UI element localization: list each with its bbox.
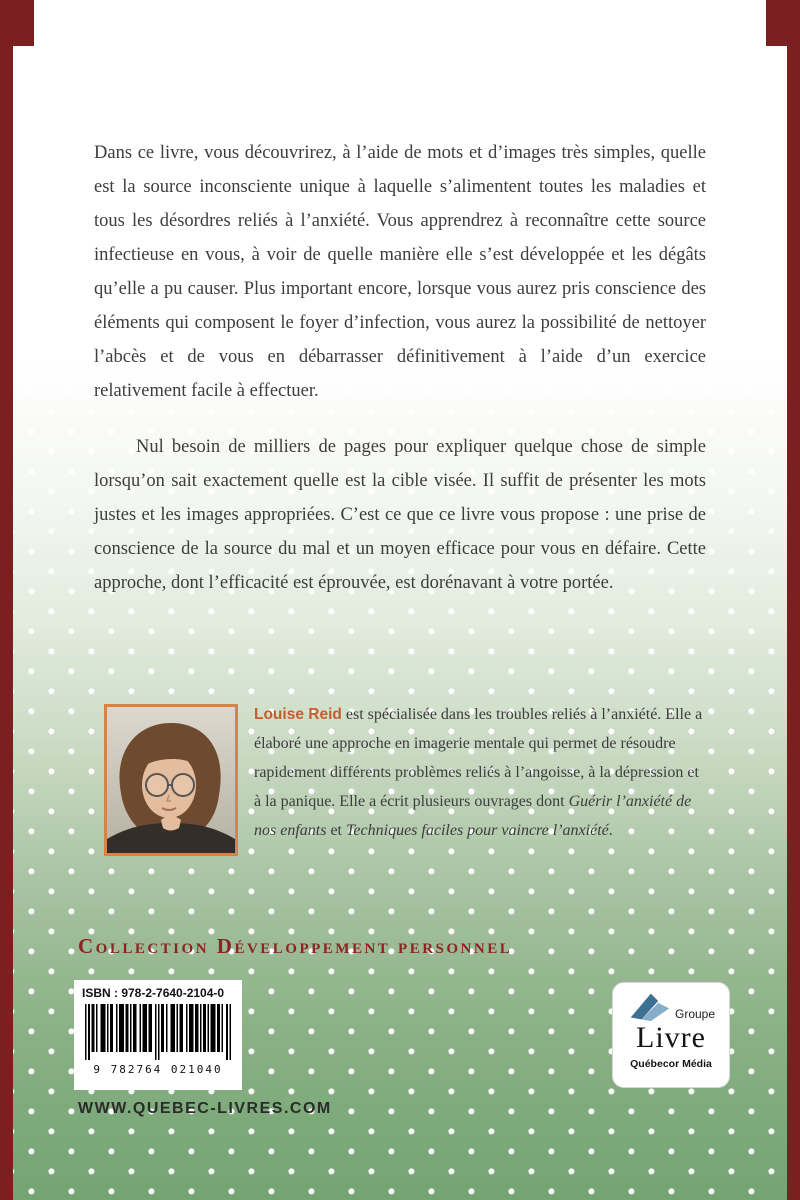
author-name: Louise Reid bbox=[254, 706, 342, 723]
logo-quebecor-label: Québecor Média bbox=[630, 1058, 712, 1070]
logo-bird-icon bbox=[627, 990, 671, 1023]
synopsis-paragraph-2: Nul besoin de milliers de pages pour expliquer quelque chose de simple lorsqu’on sait exactement quelle est la cible visée. Il suffit de présenter les mots justes et les images appropriées. C’est ce que ce livre vous propose : une prise de conscience de la source du mal et un moyen efficace pour vous en défaire. Cette approche, dont l’efficacité est éprouvée, est dorénavant à votre portée. bbox=[94, 437, 706, 593]
isbn-box bbox=[74, 980, 242, 1090]
top-right-corner-block bbox=[766, 0, 800, 46]
author-photo bbox=[104, 704, 238, 856]
book-title-2: Techniques faciles pour vaincre l’anxiété bbox=[346, 822, 609, 839]
logo-groupe-label: Groupe bbox=[674, 1007, 716, 1021]
author-bio-section bbox=[104, 700, 704, 860]
bio-text-1: est spécialisée dans les troubles reliés à l’anxiété. Elle a élaboré une approche en imagerie mentale qui permet de résoudre rapidement différents problèmes reliés à l’angoisse, à la dépression et à la panique. Elle a écrit plusieurs ouvrages dont bbox=[254, 706, 703, 810]
collection-title: Collection Développement personnel bbox=[78, 934, 513, 958]
right-spine-edge bbox=[787, 0, 800, 1200]
logo-top-row bbox=[627, 990, 715, 1023]
barcode bbox=[82, 1004, 234, 1062]
synopsis-text bbox=[94, 136, 706, 600]
barcode-digits: 9 782764 021040 bbox=[93, 1063, 223, 1076]
book-title-1: Guérir l’anxiété de nos enfants bbox=[254, 793, 692, 839]
synopsis-paragraph-1: Dans ce livre, vous découvrirez, à l’aide de mots et d’images très simples, quelle est la source inconsciente unique à laquelle s’alimentent toutes les maladies et tous les désordres reliés à l’anxiété. Vous apprendrez à reconnaître cette source infectieuse en vous, à voir de quelle manière elle s’est développée et les dégâts qu’elle a pu causer. Plus important encore, lorsque vous aurez pris conscience des éléments qui composent le foyer d’infection, vous aurez la possibilité de nettoyer l’abcès et de vous en débarrasser définitivement à l’aide d’un exercice relativement facile à effectuer. bbox=[94, 143, 706, 401]
author-portrait-illustration bbox=[107, 707, 235, 853]
bio-text-2: et bbox=[326, 822, 346, 839]
website-url: WWW.QUEBEC-LIVRES.COM bbox=[78, 1100, 332, 1117]
logo-livre-label: Livre bbox=[636, 1021, 706, 1054]
left-spine-edge bbox=[0, 0, 13, 1200]
isbn-label: ISBN : 978-2-7640-2104-0 bbox=[82, 986, 225, 1000]
publisher-logo bbox=[612, 982, 730, 1088]
bio-text-3: . bbox=[608, 822, 613, 839]
top-left-corner-block bbox=[0, 0, 34, 46]
